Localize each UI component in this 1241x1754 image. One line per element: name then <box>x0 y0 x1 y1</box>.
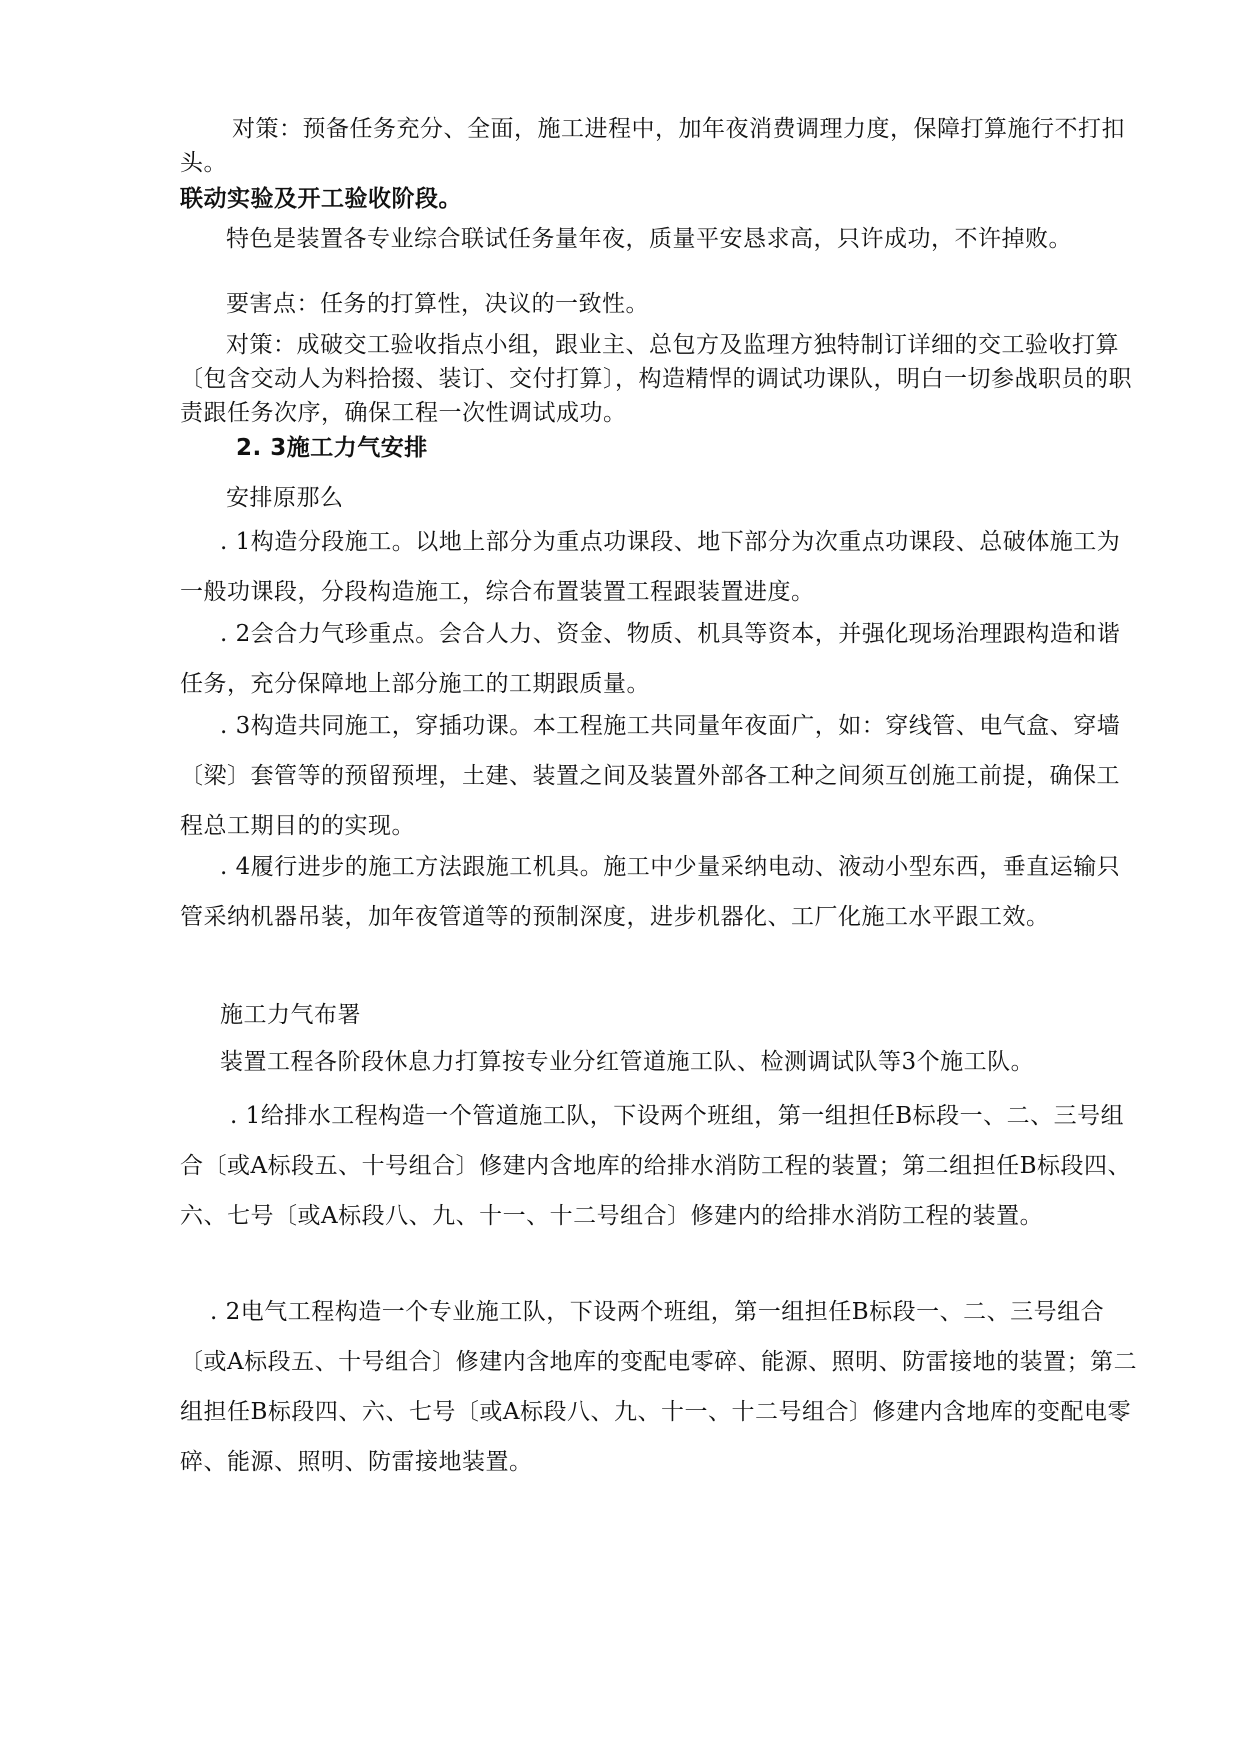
subheading-arrangement-principle: 安排原那么 <box>226 485 344 511</box>
paragraph-water-supply-team: . 1给排水工程构造一个管道施工队，下设两个班组，第一组担任B标段一、二、三号组合〔或A标段五、十号组合〕修建内含地库的给排水消防工程的装置；第二组担任B标段四、六、七号〔或A标段八、九、十一、十二号组合〕修建内的给排水消防工程的装置。 <box>180 1103 1132 1229</box>
paragraph-countermeasure-1: 对策：预备任务充分、全面，施工进程中，加年夜消费调理力度，保障打算施行不打扣头。 <box>180 116 1125 176</box>
paragraph-key-points: 要害点：任务的打算性，决议的一致性。 <box>226 291 649 317</box>
paragraph-labor-plan: 装置工程各阶段休息力打算按专业分红管道施工队、检测调试队等3个施工队。 <box>220 1049 1035 1075</box>
paragraph-electrical-team: . 2电气工程构造一个专业施工队，下设两个班组，第一组担任B标段一、二、三号组合〔或A标段五、十号组合〕修建内含地库的变配电零碎、能源、照明、防雷接地的装置；第二组担任B标段四、六、七号〔或A标段八、九、十一、十二号组合〕修建内含地库的变配电零碎、能源、照明、防雷接地装置。 <box>180 1299 1138 1475</box>
paragraph-item-3: . 3构造共同施工，穿插功课。本工程施工共同量年夜面广，如：穿线管、电气盒、穿墙〔梁〕套管等的预留预埋，土建、装置之间及装置外部各工种之间须互创施工前提，确保工程总工期目的的实现。 <box>180 713 1121 839</box>
paragraph-item-4: . 4履行进步的施工方法跟施工机具。施工中少量采纳电动、液动小型东西，垂直运输只管采纳机器吊装，加年夜管道等的预制深度，进步机器化、工厂化施工水平跟工效。 <box>180 854 1121 930</box>
paragraph-item-2: . 2会合力气珍重点。会合人力、资金、物质、机具等资本，并强化现场治理跟构造和谐任务，充分保障地上部分施工的工期跟质量。 <box>180 621 1121 697</box>
subheading-force-deployment: 施工力气布署 <box>220 1002 361 1028</box>
paragraph-countermeasure-2: 对策：成破交工验收指点小组，跟业主、总包方及监理方独特制订详细的交工验收打算〔包含交动人为料拾掇、装订、交付打算〕，构造精悍的调试功课队，明白一切参战职员的职责跟任务次序，确保工程一次性调试成功。 <box>180 332 1132 426</box>
paragraph-characteristics: 特色是装置各专业综合联试任务量年夜，质量平安恳求高，只许成功，不许掉败。 <box>226 226 1072 252</box>
section-heading-2-3: 2. 3施工力气安排 <box>236 435 428 461</box>
heading-joint-test-acceptance: 联动实验及开工验收阶段。 <box>180 186 462 212</box>
paragraph-item-1: . 1构造分段施工。以地上部分为重点功课段、地下部分为次重点功课段、总破体施工为一般功课段，分段构造施工，综合布置装置工程跟装置进度。 <box>180 529 1121 605</box>
